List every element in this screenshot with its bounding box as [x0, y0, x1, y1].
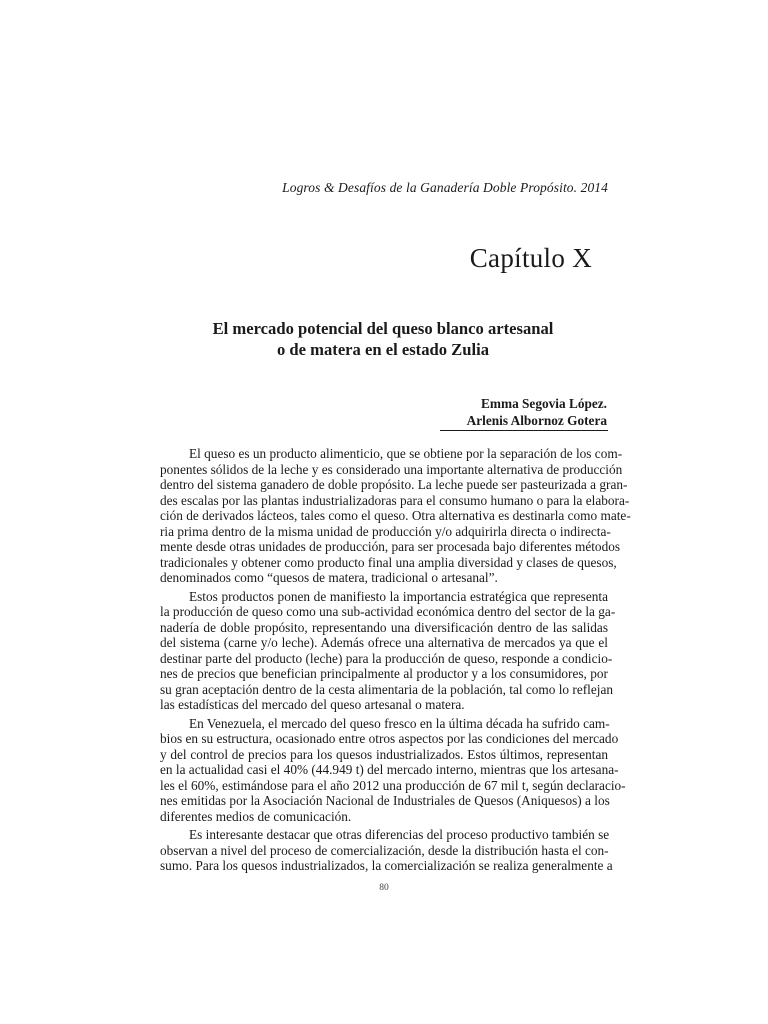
paragraph-line: las estadísticas del mercado del queso artesanal o matera.	[160, 697, 465, 712]
paragraph-line: diferentes medios de comunicación.	[160, 808, 352, 824]
paragraph-line: mente desde otras unidades de producción, para ser procesada bajo diferentes métodos	[160, 539, 621, 554]
paragraph-line: En Venezuela, el mercado del queso fresco en la última década ha sufrido cam-	[189, 715, 610, 731]
paragraph-line: del sistema (carne y/o leche). Además ofrece una alternativa de mercados ya que el	[160, 635, 608, 650]
paragraph-line: nes emitidas por la Asociación Nacional de Industriales de Quesos (Aniquesos) a los	[160, 793, 610, 808]
chapter-heading: Capítulo X	[469, 243, 592, 273]
paragraph-line: ria prima dentro de la misma unidad de producción y/o adquirirla directa o indirecta-	[160, 523, 611, 539]
page-number: 80	[379, 883, 389, 893]
paragraph-line: Estos productos ponen de manifiesto la importancia estratégica que representa	[189, 588, 608, 604]
paragraph	[160, 446, 631, 586]
paragraph-line: tradicionales y obtener como producto final una amplia diversidad y clases de quesos,	[160, 554, 617, 570]
paragraph-line: dentro del sistema ganadero de doble propósito. La leche puede ser pasteurizada a gran-	[160, 477, 628, 492]
article-title-line: o de matera en el estado Zulia	[276, 340, 489, 359]
paragraph-line: les el 60%, estimándose para el año 2012 una producción de 67 mil t, según declaracio-	[160, 777, 626, 793]
paragraph-line: en la actualidad casi el 40% (44.949 t) del mercado interno, mientras que los artesana-	[160, 762, 619, 777]
paragraph-line: destinar parte del producto (leche) para la producción de queso, responde a condicio-	[160, 650, 613, 666]
paragraph-line: su gran aceptación dentro de la cesta alimentaria de la población, tal como lo reflejan	[160, 681, 614, 697]
paragraph	[160, 715, 626, 825]
paragraph-line: sumo. Para los quesos industrializados, la comercialización se realiza generalmente a	[160, 858, 613, 873]
paragraph-line: y del control de precios para los quesos industrializados. Estos últimos, representan	[160, 746, 608, 762]
paragraph-line: des escalas por las plantas industrializadoras para el consumo humano o para la elabora-	[160, 492, 630, 508]
paragraph-line: denominados como “quesos de matera, tradicional o artesanal”.	[160, 570, 498, 585]
author-divider	[440, 430, 608, 431]
running-header: Logros & Desafíos de la Ganadería Doble Propósito. 2014	[282, 180, 608, 195]
paragraph-line: El queso es un producto alimenticio, que se obtiene por la separación de los com-	[189, 446, 623, 461]
paragraph-line: observan a nivel del proceso de comercialización, desde la distribución hasta el con-	[160, 842, 609, 858]
article-title-line: El mercado potencial del queso blanco artesanal	[212, 319, 554, 338]
paragraph-line: nadería de doble propósito, representando una diversificación dentro de las salidas	[160, 619, 608, 635]
body-text	[160, 446, 631, 877]
paragraph-line: la producción de queso como una sub-actividad económica dentro del sector de la ga-	[160, 604, 616, 619]
paragraph-line: ponentes sólidos de la leche y es considerado una importante alternativa de producción	[160, 461, 623, 477]
paragraph-line: ción de derivados lácteos, tales como el queso. Otra alternativa es destinarla como mate-	[160, 508, 631, 523]
article-title	[160, 318, 606, 360]
author-list	[467, 395, 607, 429]
paragraph-line: nes de precios que benefician principalmente al productor y a los consumidores, por	[160, 666, 608, 681]
author-name: Emma Segovia López.	[481, 396, 607, 411]
paragraph-line: bios en su estructura, ocasionado entre otros aspectos por las condiciones del mercado	[160, 731, 619, 746]
paragraph	[160, 827, 613, 874]
paragraph	[160, 588, 616, 713]
author-name: Arlenis Albornoz Gotera	[466, 413, 607, 428]
paragraph-line: Es interesante destacar que otras diferencias del proceso productivo también se	[189, 827, 610, 842]
